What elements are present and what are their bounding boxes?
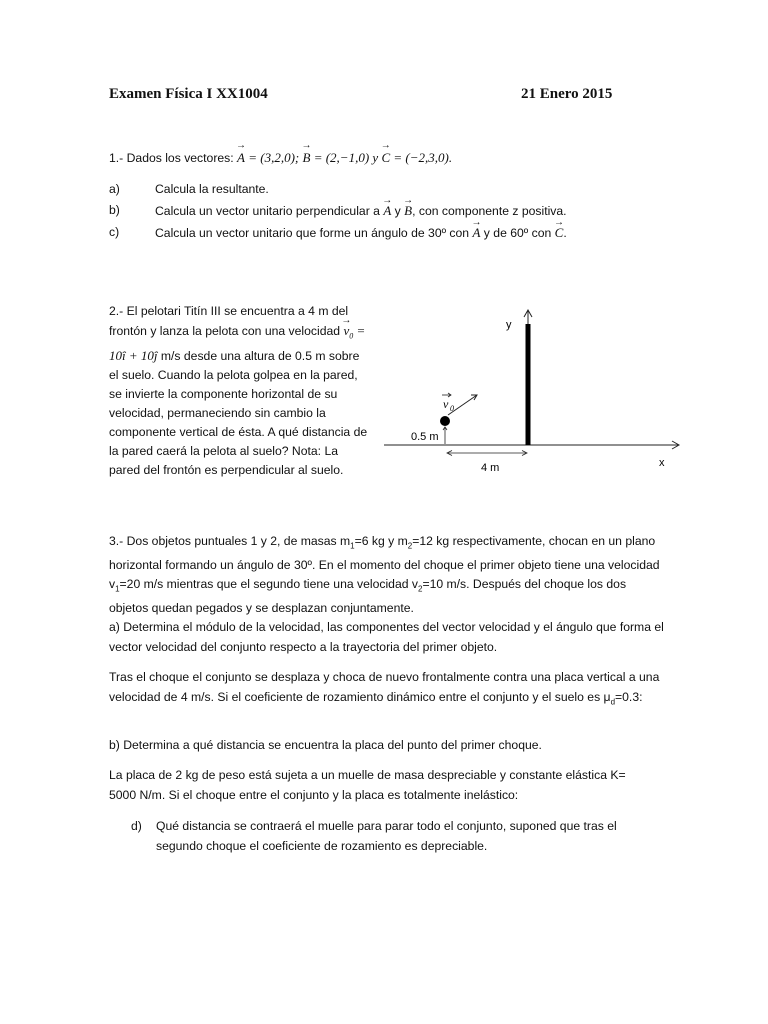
exam-title: Examen Física I XX1004 xyxy=(109,86,268,102)
q3-part-b: b) Determina a qué distancia se encuentra la placa del punto del primer choque. xyxy=(109,738,542,752)
height-label: 0.5 m xyxy=(411,431,439,443)
q3-text-4: =20 m/s mientras que el segundo tiene una velocidad v xyxy=(119,577,418,592)
q1-item-c-mark: c) xyxy=(109,225,120,239)
q1-item-b-mid: y xyxy=(391,204,405,218)
q2-text-1: 2.- El pelotari Titín III se encuentra a 4 m del frontón y lanza la pelota con una velocidad xyxy=(109,304,349,338)
ball xyxy=(440,416,450,426)
q1-item-b-mark: b) xyxy=(109,203,120,217)
q2-velocity-components: = 10î + 10ĵ xyxy=(109,323,366,363)
q1-item-b-post: , con componente z positiva. xyxy=(412,204,567,218)
q3-friction-statement xyxy=(109,668,664,711)
v0-label: v xyxy=(443,397,449,411)
q1-item-c-vector-1: → A xyxy=(472,222,480,243)
vector-b: → B xyxy=(303,150,311,166)
q2-velocity-symbol: → v xyxy=(343,321,349,340)
q3-sub-m2: 2 xyxy=(407,541,413,551)
vector-a-value: = (3,2,0); xyxy=(244,150,303,165)
q3-text-1: 3.- Dos objetos puntuales 1 y 2, de masas m xyxy=(109,534,351,548)
q2-text-2: m/s desde una altura de 0.5 m sobre el suelo. Cuando la pelota golpea en la pared, se invierte la componente horizontal de su velocidad, permaneciendo sin cambio la componente vertical de ésta. A qué distancia de la pared caerá la pelota al suelo? Nota: La pared del frontón es perpendicular al suelo. xyxy=(109,348,368,477)
q2-statement xyxy=(109,302,371,480)
fronton-diagram xyxy=(378,305,688,480)
q3-friction-sub: d xyxy=(610,696,616,706)
x-axis-label: x xyxy=(659,457,665,469)
fronton-wall xyxy=(526,324,531,445)
q1-item-b-vector-2: → B xyxy=(404,200,412,221)
exam-date: 21 Enero 2015 xyxy=(521,86,613,102)
vector-a: → A xyxy=(237,150,245,166)
q3-part-d-text: Qué distancia se contraerá el muelle para parar todo el conjunto, suponed que tras el segundo choque el coeficiente de rozamiento es depreciable. xyxy=(156,819,617,853)
q3-friction-value: =0.3: xyxy=(615,689,643,704)
q1-item-a-text: Calcula la resultante. xyxy=(155,182,269,196)
q1-items xyxy=(109,179,567,244)
q3-spring-statement: La placa de 2 kg de peso está sujeta a un muelle de masa despreciable y constante elástica K= 5000 N/m. Si el choque entre el conjunto y la placa es totalmente inelástico: xyxy=(109,768,626,802)
vector-c: → C xyxy=(381,150,390,166)
v0-subscript: 0 xyxy=(450,404,454,413)
vector-b-value: = (2,−1,0) xyxy=(310,150,373,165)
q1-item-c xyxy=(109,222,567,244)
q3-statement xyxy=(109,532,664,619)
q2-velocity-subscript: 0 xyxy=(349,331,354,341)
distance-label: 4 m xyxy=(481,462,500,474)
q1-item-a-mark: a) xyxy=(109,182,120,196)
q3-sub-m1: 1 xyxy=(350,541,355,551)
q1-item-c-pre: Calcula un vector unitario que forme un ángulo de 30º con xyxy=(155,226,473,240)
q1-item-b-pre: Calcula un vector unitario perpendicular a xyxy=(155,204,384,218)
q1-item-b xyxy=(109,200,567,222)
vector-c-value: = (−2,3,0). xyxy=(390,150,453,165)
q1-item-c-vector-2: → C xyxy=(555,222,564,243)
q3-sub-v2: 2 xyxy=(418,584,423,594)
q1-item-a xyxy=(109,179,567,200)
q3-text-3: =12 kg respectivamente, chocan en un plano horizontal formando un ángulo de 30º. En el momento del choque el primer objeto tiene una velocidad v xyxy=(109,534,660,592)
q3-text-5: =10 m/s. Después del choque los dos objetos quedan pegados y se desplazan conjuntamente. xyxy=(109,577,627,616)
q3-part-a: a) Determina el módulo de la velocidad, las componentes del vector velocidad y el ángulo que forma el vector velocidad del conjunto respecto a la trayectoria del primer objeto. xyxy=(109,620,664,654)
q1-item-b-vector-1: → A xyxy=(383,200,391,221)
conjunction-y: y xyxy=(372,150,382,165)
q3-friction-text: Tras el choque el conjunto se desplaza y choca de nuevo frontalmente contra una placa vertical a una velocidad de 4 m/s. Si el coeficiente de rozamiento dinámico entre el conjunto y el suelo es μ xyxy=(109,670,660,704)
q1-statement xyxy=(109,150,452,166)
q1-item-c-post: . xyxy=(563,226,567,240)
y-axis-label: y xyxy=(506,319,512,331)
q3-part-d xyxy=(131,817,661,856)
q1-item-c-mid: y de 60º con xyxy=(480,226,555,240)
q3-sub-v1: 1 xyxy=(115,584,120,594)
q1-intro: 1.- Dados los vectores: xyxy=(109,151,238,165)
q3-text-2: =6 kg y m xyxy=(354,534,408,548)
q3-part-d-mark: d) xyxy=(131,819,142,833)
